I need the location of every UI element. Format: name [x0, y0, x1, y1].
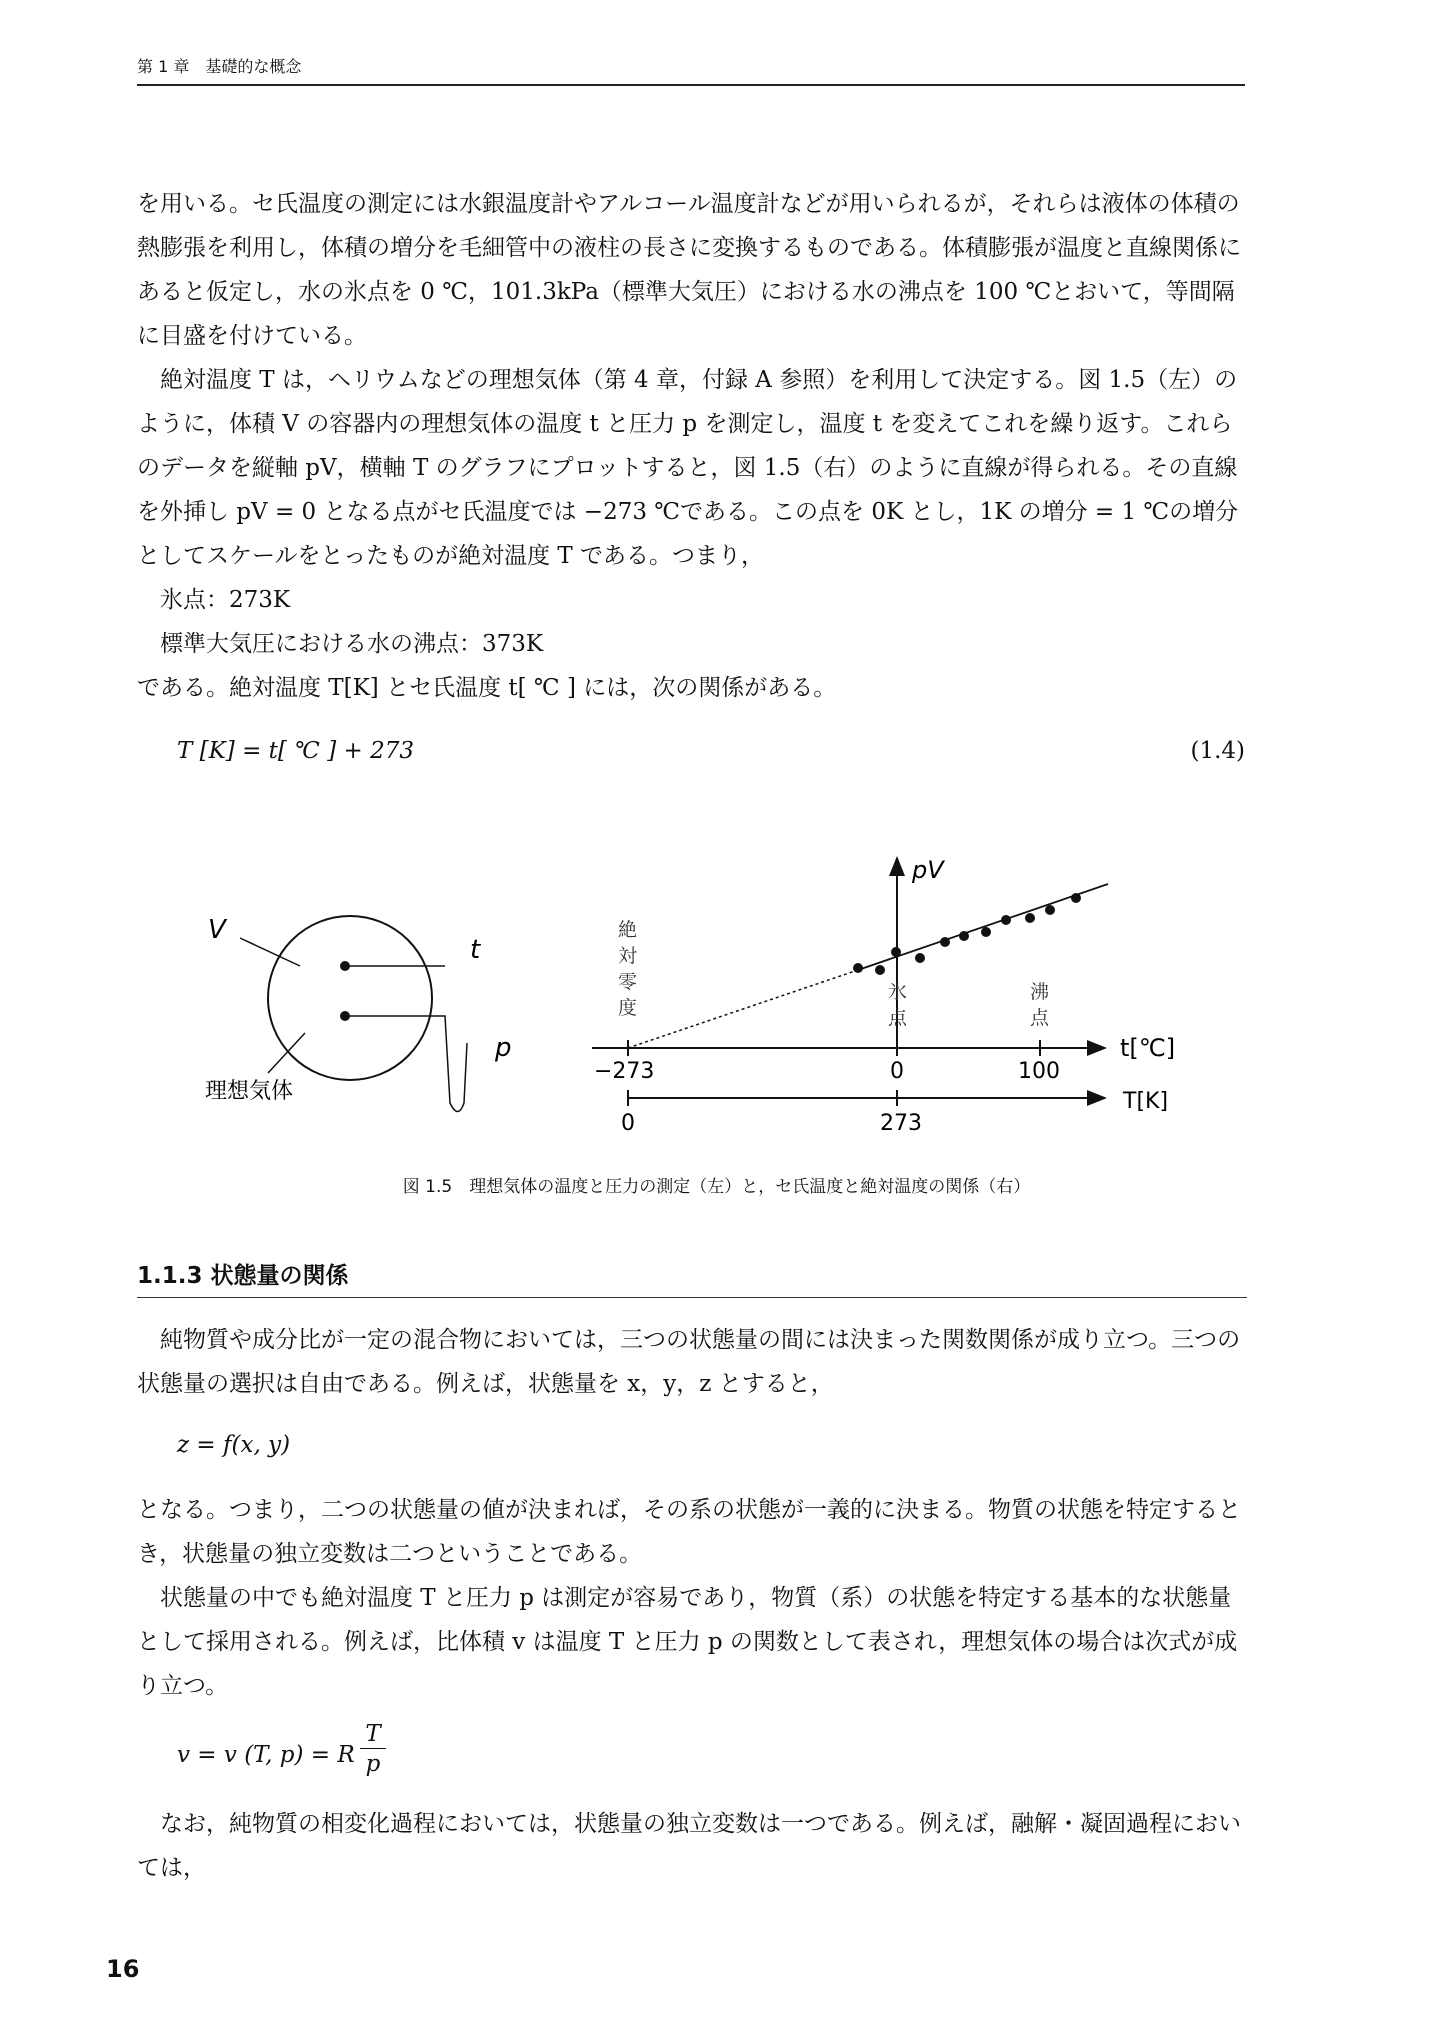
data-point [1025, 913, 1035, 923]
manometer-tube [345, 1016, 467, 1112]
label-t: t [470, 935, 481, 965]
section-title: 1.1.3 状態量の関係 [137, 1263, 349, 1289]
tick-label-k-0: 0 [621, 1111, 635, 1136]
page-number: 16 [106, 1955, 140, 1983]
figure-1-5 [0, 848, 1433, 1148]
equation-z: z = f(x, y) [177, 1432, 291, 1458]
data-point [981, 927, 991, 937]
tick-label-k-273: 273 [880, 1111, 922, 1136]
label-p: p [495, 1033, 512, 1063]
paragraph-absolute-temperature: 絶対温度 T は，ヘリウムなどの理想気体（第 4 章，付録 A 参照）を利用して決定する。図 1.5（左）のように，体積 V の容器内の理想気体の温度 t と圧力 p を測定し，温度 t を変えてこれを繰り返す。これらのデータを縦軸 pV，横軸 T のグラフにプロットすると，図 1.5（右）のように直線が得られる。その直線を外挿し pV = 0 となる点がセ氏温度では −273 ℃である。この点を 0K とし，1K の増分 = 1 ℃の増分 としてスケールをとったものが絶対温度 T である。つまり， [137, 367, 1239, 569]
data-point [1071, 893, 1081, 903]
equation-1-4: T [K] = t[ ℃ ] + 273 [177, 738, 415, 764]
data-point [1001, 915, 1011, 925]
extrapolation-line [628, 970, 858, 1048]
equation-v: v = v (T, p) = R [177, 1742, 355, 1768]
boil-char-2: 点 [1030, 1007, 1050, 1029]
data-point [915, 953, 925, 963]
figure-caption: 図 1.5 理想気体の温度と圧力の測定（左）と，セ氏温度と絶対温度の関係（右） [402, 1177, 1031, 1197]
data-point [940, 937, 950, 947]
abs-zero-char-1: 絶 [618, 919, 638, 941]
container-circle [268, 916, 432, 1080]
gas-container-diagram [205, 915, 512, 1112]
ice-char-2: 点 [888, 1007, 908, 1029]
celsius-axis-label: t[℃] [1120, 1034, 1176, 1062]
tick-label-c-0: 0 [890, 1059, 904, 1084]
chapter-title: 第 1 章 基礎的な概念 [137, 57, 302, 76]
fit-line [858, 884, 1108, 970]
label-V: V [208, 915, 226, 945]
abs-zero-char-3: 零 [618, 971, 638, 993]
paragraph-phase-change: なお，純物質の相変化過程においては，状態量の独立変数は一つである。例えば，融解・凝固過程においては， [137, 1811, 1241, 1881]
data-point [959, 931, 969, 941]
data-point [1045, 905, 1055, 915]
running-header [137, 50, 1245, 86]
boil-char-1: 沸 [1030, 981, 1050, 1003]
ice-char-1: 氷 [888, 981, 908, 1003]
equation-number-1-4: (1.4) [1190, 738, 1245, 764]
relation-intro-line: である。絶対温度 T[K] とセ氏温度 t[ ℃ ] には，次の関係がある。 [137, 675, 837, 701]
kelvin-axis-label: T[K] [1123, 1089, 1169, 1114]
leader-gas [268, 1033, 305, 1073]
label-ideal-gas: 理想気体 [205, 1079, 294, 1104]
pv-axis-label: pV [912, 856, 944, 884]
section-heading [137, 1257, 1247, 1298]
data-point [875, 965, 885, 975]
abs-zero-char-4: 度 [618, 997, 638, 1019]
ice-point-line: 氷点：273K [160, 587, 291, 613]
paragraph-specific-volume: 状態量の中でも絶対温度 T と圧力 p は測定が容易であり，物質（系）の状態を特定する基本的な状態量として採用される。例えば，比体積 v は温度 T と圧力 p の関数として表され，理想気体の場合は次式が成り立つ。 [137, 1585, 1238, 1699]
paragraph-independent-variables: となる。つまり，二つの状態量の値が決まれば，その系の状態が一義的に決まる。物質の状態を特定するとき，状態量の独立変数は二つということである。 [137, 1497, 1241, 1567]
paragraph-celsius: を用いる。セ氏温度の測定には水銀温度計やアルコール温度計などが用いられるが，それらは液体の体積の熱膨張を利用し，体積の増分を毛細管中の液柱の長さに変換するものである。体積膨張が温度と直線関係にあると仮定し，水の氷点を 0 ℃，101.3kPa（標準大気圧）における水の沸点を 100 ℃とおいて，等間隔に目盛を付けている。 [137, 191, 1241, 349]
fraction-numerator: T [360, 1720, 386, 1749]
data-point [891, 947, 901, 957]
tick-label-c-100: 100 [1018, 1059, 1060, 1084]
equation-v-fraction [360, 1720, 386, 1779]
tick-label-c-minus273: −273 [594, 1059, 655, 1084]
paragraph-state-quantities: 純物質や成分比が一定の混合物においては，三つの状態量の間には決まった関数関係が成り立つ。三つの状態量の選択は自由である。例えば，状態量を x，y，z とすると， [137, 1327, 1241, 1397]
pv-temperature-graph [592, 856, 1175, 1136]
fraction-denominator: p [365, 1751, 381, 1777]
data-point [853, 963, 863, 973]
abs-zero-char-2: 対 [618, 945, 638, 967]
boiling-point-line: 標準大気圧における水の沸点：373K [160, 631, 544, 657]
